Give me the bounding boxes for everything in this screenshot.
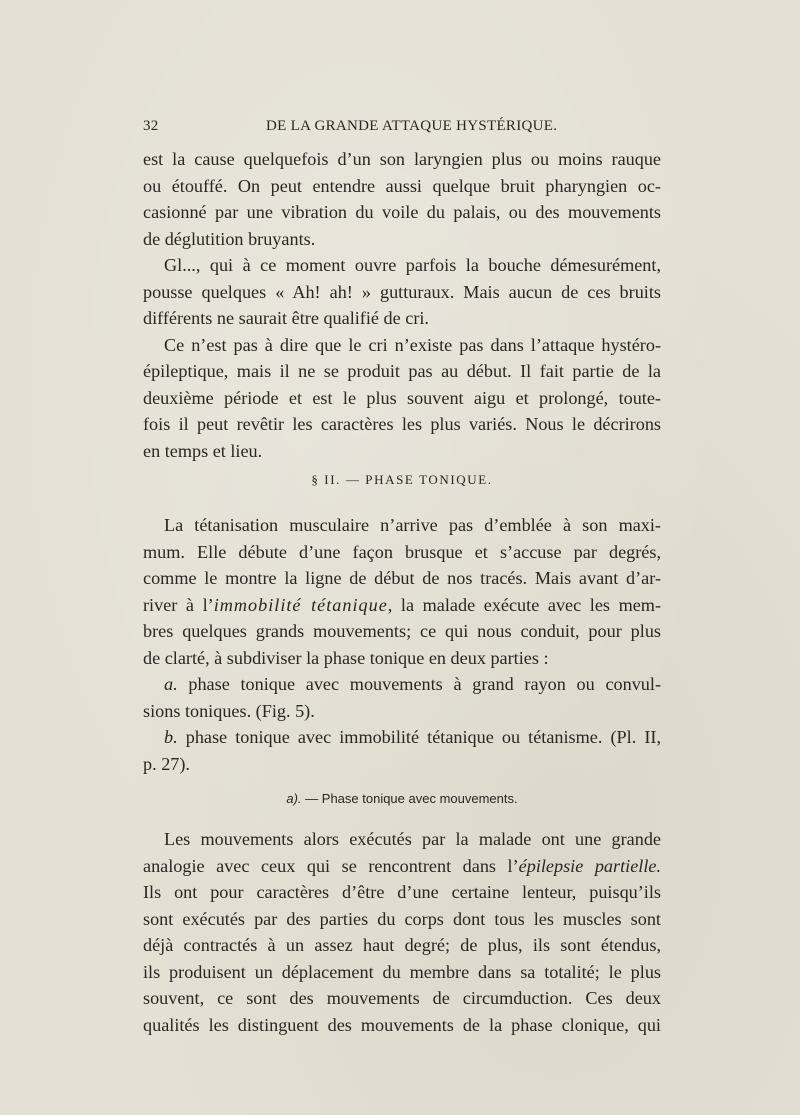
text-fragment: analogie avec ceux qui se rencontrent dans l’ bbox=[143, 855, 519, 876]
text-fragment: , la malade exécute avec les mem- bbox=[387, 594, 661, 615]
text-line: de déglutition bruyants. bbox=[143, 228, 316, 249]
subsection-heading bbox=[143, 791, 661, 806]
text-line: est la cause quelquefois d’un son laryngien plus ou moins rauque bbox=[143, 149, 661, 169]
text-line: bres quelques grands mouvements; ce qui nous conduit, pour plus bbox=[143, 621, 661, 641]
text-line: Ils ont pour caractères d’être d’une certaine lenteur, puisqu’ils bbox=[143, 882, 661, 902]
text-fragment: phase tonique avec immobilité tétanique ou tétanisme. (Pl. II, bbox=[177, 727, 661, 747]
text-line: différents ne saurait être qualifié de cri. bbox=[143, 308, 429, 328]
text-line: pousse quelques « Ah! ah! » gutturaux. Mais aucun de ces bruits bbox=[143, 281, 661, 302]
text-line: Les mouvements alors exécutés par la malade ont une grande bbox=[164, 829, 661, 849]
list-item-b bbox=[143, 724, 661, 777]
paragraph bbox=[143, 826, 661, 1038]
text-line: sions toniques. (Fig. 5). bbox=[143, 700, 315, 721]
text-line: Gl..., qui à ce moment ouvre parfois la bouche démesurément, bbox=[164, 255, 661, 275]
paragraph bbox=[143, 332, 661, 465]
text-block-2 bbox=[143, 512, 661, 777]
text-line: p. 27). bbox=[143, 753, 190, 774]
italic-term: immobilité tétanique bbox=[213, 594, 388, 615]
section-heading: § II. — PHASE TONIQUE. bbox=[311, 472, 493, 487]
text-line: souvent, ce sont des mouvements de circumduction. Ces deux bbox=[143, 988, 661, 1008]
text-line: déjà contractés à un assez haut degré; de plus, ils sont étendus, bbox=[143, 935, 661, 955]
text-fragment: river à l’ bbox=[143, 594, 214, 615]
paragraph bbox=[143, 512, 661, 671]
subsection-label: a). bbox=[286, 791, 302, 806]
text-line: La tétanisation musculaire n’arrive pas d’emblée à son maxi- bbox=[164, 515, 661, 535]
text-line bbox=[143, 671, 661, 698]
text-line: casionné par une vibration du voile du palais, ou des mouvements bbox=[143, 202, 661, 222]
text-line: de clarté, à subdiviser la phase tonique en deux parties : bbox=[143, 647, 549, 668]
text-block-3 bbox=[143, 826, 661, 1038]
text-line: en temps et lieu. bbox=[143, 440, 263, 461]
page-number: 32 bbox=[143, 118, 159, 134]
subsection-title: — Phase tonique avec mouvements. bbox=[301, 791, 518, 806]
text-line: comme le montre la ligne de début de nos tracés. Mais avant d’ar- bbox=[143, 568, 661, 588]
text-line: sont exécutés par des parties du corps dont tous les muscles sont bbox=[143, 908, 661, 929]
text-line bbox=[143, 592, 661, 619]
text-line: deuxième période et est le plus souvent aigu et prolongé, toute- bbox=[143, 387, 661, 408]
list-item-a bbox=[143, 671, 661, 724]
item-label: b. bbox=[164, 727, 178, 747]
text-line: épileptique, mais il ne se produit pas au début. Il fait partie de la bbox=[143, 361, 661, 381]
text-line: ou étouffé. On peut entendre aussi quelque bruit pharyngien oc- bbox=[143, 175, 661, 196]
running-title: DE LA GRANDE ATTAQUE HYSTÉRIQUE. bbox=[266, 118, 558, 134]
text-line: qualités les distinguent des mouvements de la phase clonique, qui bbox=[143, 1014, 661, 1035]
text-block-1 bbox=[143, 146, 661, 464]
running-head bbox=[143, 116, 661, 140]
text-fragment: phase tonique avec mouvements à grand rayon ou convul- bbox=[177, 674, 661, 694]
italic-term: épilepsie partielle. bbox=[518, 855, 662, 876]
text-line: ils produisent un déplacement du membre dans sa totalité; le plus bbox=[143, 961, 661, 982]
paragraph bbox=[143, 146, 661, 252]
text-line bbox=[143, 853, 661, 880]
text-line: Ce n’est pas à dire que le cri n’existe pas dans l’attaque hystéro- bbox=[164, 334, 661, 355]
item-label: a. bbox=[164, 674, 178, 694]
text-line: mum. Elle débute d’une façon brusque et s’accuse par degrés, bbox=[143, 541, 661, 562]
paragraph bbox=[143, 252, 661, 332]
text-line: fois il peut revêtir les caractères les plus variés. Nous le décrirons bbox=[143, 414, 661, 434]
text-line bbox=[143, 724, 661, 751]
